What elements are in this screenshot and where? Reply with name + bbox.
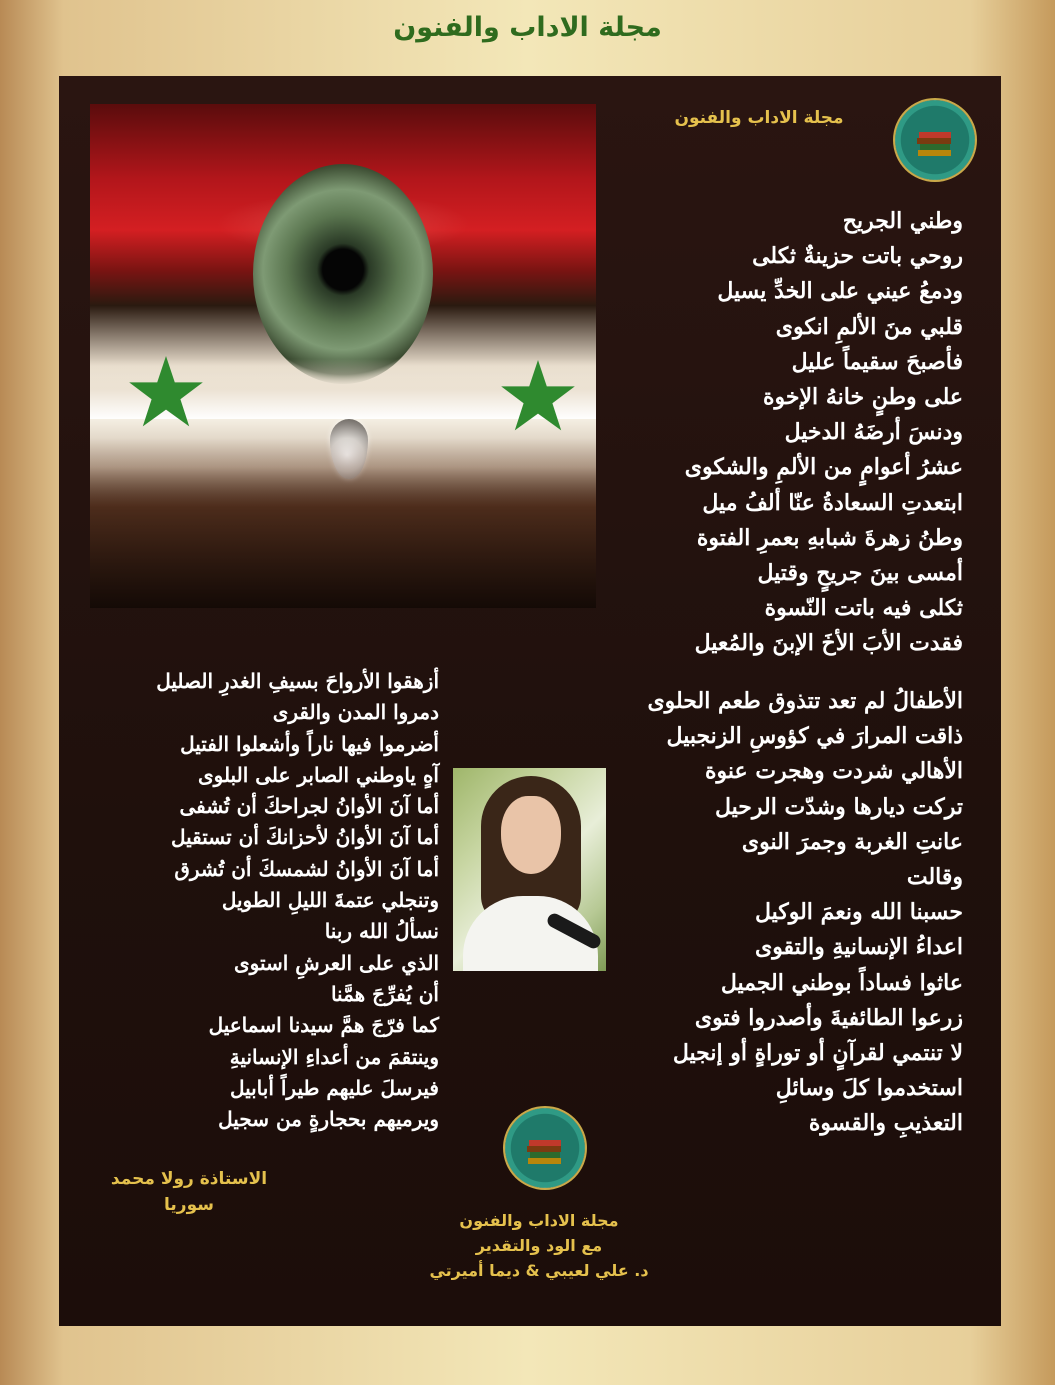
poem-line: وقالت [906, 864, 963, 891]
flag-star-icon [126, 352, 206, 432]
poem-stanza-2 [647, 684, 963, 1142]
poem-line: ذاقت المرارَ في كؤوسِ الزنجبيل [666, 723, 963, 750]
poem-line: عشرُ أعوامٍ من الألمِ والشكوى [684, 454, 963, 481]
magazine-credits [389, 1208, 689, 1283]
page-title: مجلة الاداب والفنون [393, 12, 662, 43]
poem-line: زرعوا الطائفيةَ وأصدروا فتوى [694, 1004, 963, 1031]
poem-line: كما فرّجَ همَّ سيدنا اسماعيل [208, 1013, 439, 1038]
poem-line: التعذيبِ والقسوة [808, 1110, 963, 1137]
poem-line: أما آنَ الأوانُ لشمسكَ أن تُشرق [174, 856, 439, 881]
poem-line: دمروا المدن والقرى [272, 700, 439, 725]
portrait-face [501, 796, 561, 874]
poem-line: نسألُ الله ربنا [324, 919, 439, 944]
poem-line: تركت ديارها وشدّت الرحيل [714, 793, 963, 820]
poem-line: ويرميهم بحجارةٍ من سجيل [218, 1107, 439, 1132]
poem-line: وتنجلي عتمةَ الليلِ الطويل [221, 888, 439, 913]
poem-line: ثكلى فيه باتت النّسوة [764, 595, 963, 622]
poem-line: آهٍ ياوطني الصابر على البلوى [197, 762, 439, 787]
poem-line: ودمعُ عيني على الخدِّ يسيل [717, 278, 963, 305]
poem-line: أمسى بينَ جريحٍ وقتيل [757, 560, 963, 587]
poem-line: روحي باتت حزينةٌ ثكلى [752, 243, 963, 270]
poem-line: ودنسَ أرضَهُ الدخيل [784, 419, 963, 446]
poem-line: أضرموا فيها ناراً وأشعلوا الفتيل [180, 731, 439, 756]
credits-line: مع الود والتقدير [475, 1236, 603, 1255]
poem-line: على وطنٍ خانهُ الإخوة [763, 384, 963, 411]
eye-iris [253, 164, 433, 384]
author-country: سوريا [164, 1195, 214, 1215]
credits-line: مجلة الاداب والفنون [459, 1211, 619, 1230]
poem-line: استخدموا كلَ وسائلِ [775, 1075, 963, 1102]
poem-line: أزهقوا الأرواحَ بسيفِ الغدرِ الصليل [156, 669, 439, 693]
poem-line: حسبنا الله ونعمَ الوكيل [754, 899, 963, 926]
poem-line: لا تنتمي لقرآنٍ أو توراةٍ أو إنجيل [672, 1040, 963, 1067]
poem-line: قلبي منَ الألمِ انكوى [775, 313, 963, 340]
poem-line: فيرسلَ عليهم طيراً أبابيل [229, 1075, 439, 1100]
poem-line: عانتِ الغربة وجمرَ النوى [741, 828, 963, 855]
poem-line: فقدت الأبَ الأخَ الإبنَ والمُعيل [694, 630, 963, 657]
image-shadow [90, 438, 596, 608]
syrian-flag-eye-image [90, 104, 596, 608]
author-name: الاستاذة رولا محمد [110, 1169, 268, 1189]
magazine-emblem-icon [505, 1108, 585, 1188]
poem-line: ابتعدتِ السعادةُ عنّا ألفُ ميل [702, 489, 963, 516]
poem-line: عاثوا فساداً بوطني الجميل [720, 969, 963, 996]
author-signature [79, 1166, 299, 1218]
poem-line: أما آنَ الأوانُ لجراحكَ أن تُشفى [179, 794, 439, 819]
poem-line: وينتقمَ من أعداءِ الإنسانيةِ [229, 1044, 439, 1069]
poster-panel [59, 76, 1001, 1326]
poem-line: الأهالي شردت وهجرت عنوة [705, 758, 963, 785]
panel-brand-label: مجلة الاداب والفنون [674, 108, 844, 128]
poem-line: أما آنَ الأوانُ لأحزانكَ أن تستقيل [170, 825, 439, 850]
poem-line: أن يُفرِّجَ همَّنا [330, 981, 439, 1006]
poem-line: وطني الجريح [842, 208, 963, 234]
poem-line: وطنُ زهرةَ شبابهِ بعمرِ الفتوة [696, 524, 963, 551]
author-portrait [453, 768, 606, 971]
poem-line: الأطفالُ لم تعد تتذوق طعم الحلوى [647, 688, 963, 714]
poem-line: فأصبحَ سقيماً عليل [791, 348, 963, 375]
credits-line: د. علي لعيبي & ديما أميرتي [429, 1261, 649, 1280]
magazine-emblem-icon [895, 100, 975, 180]
poem-stanza-3 [156, 666, 439, 1135]
flag-star-icon [498, 356, 578, 436]
poem-line: اعداءُ الإنسانيةِ والتقوى [754, 934, 963, 961]
poem-stanza-1 [685, 204, 963, 662]
poem-line: الذي على العرشِ استوى [234, 950, 439, 975]
